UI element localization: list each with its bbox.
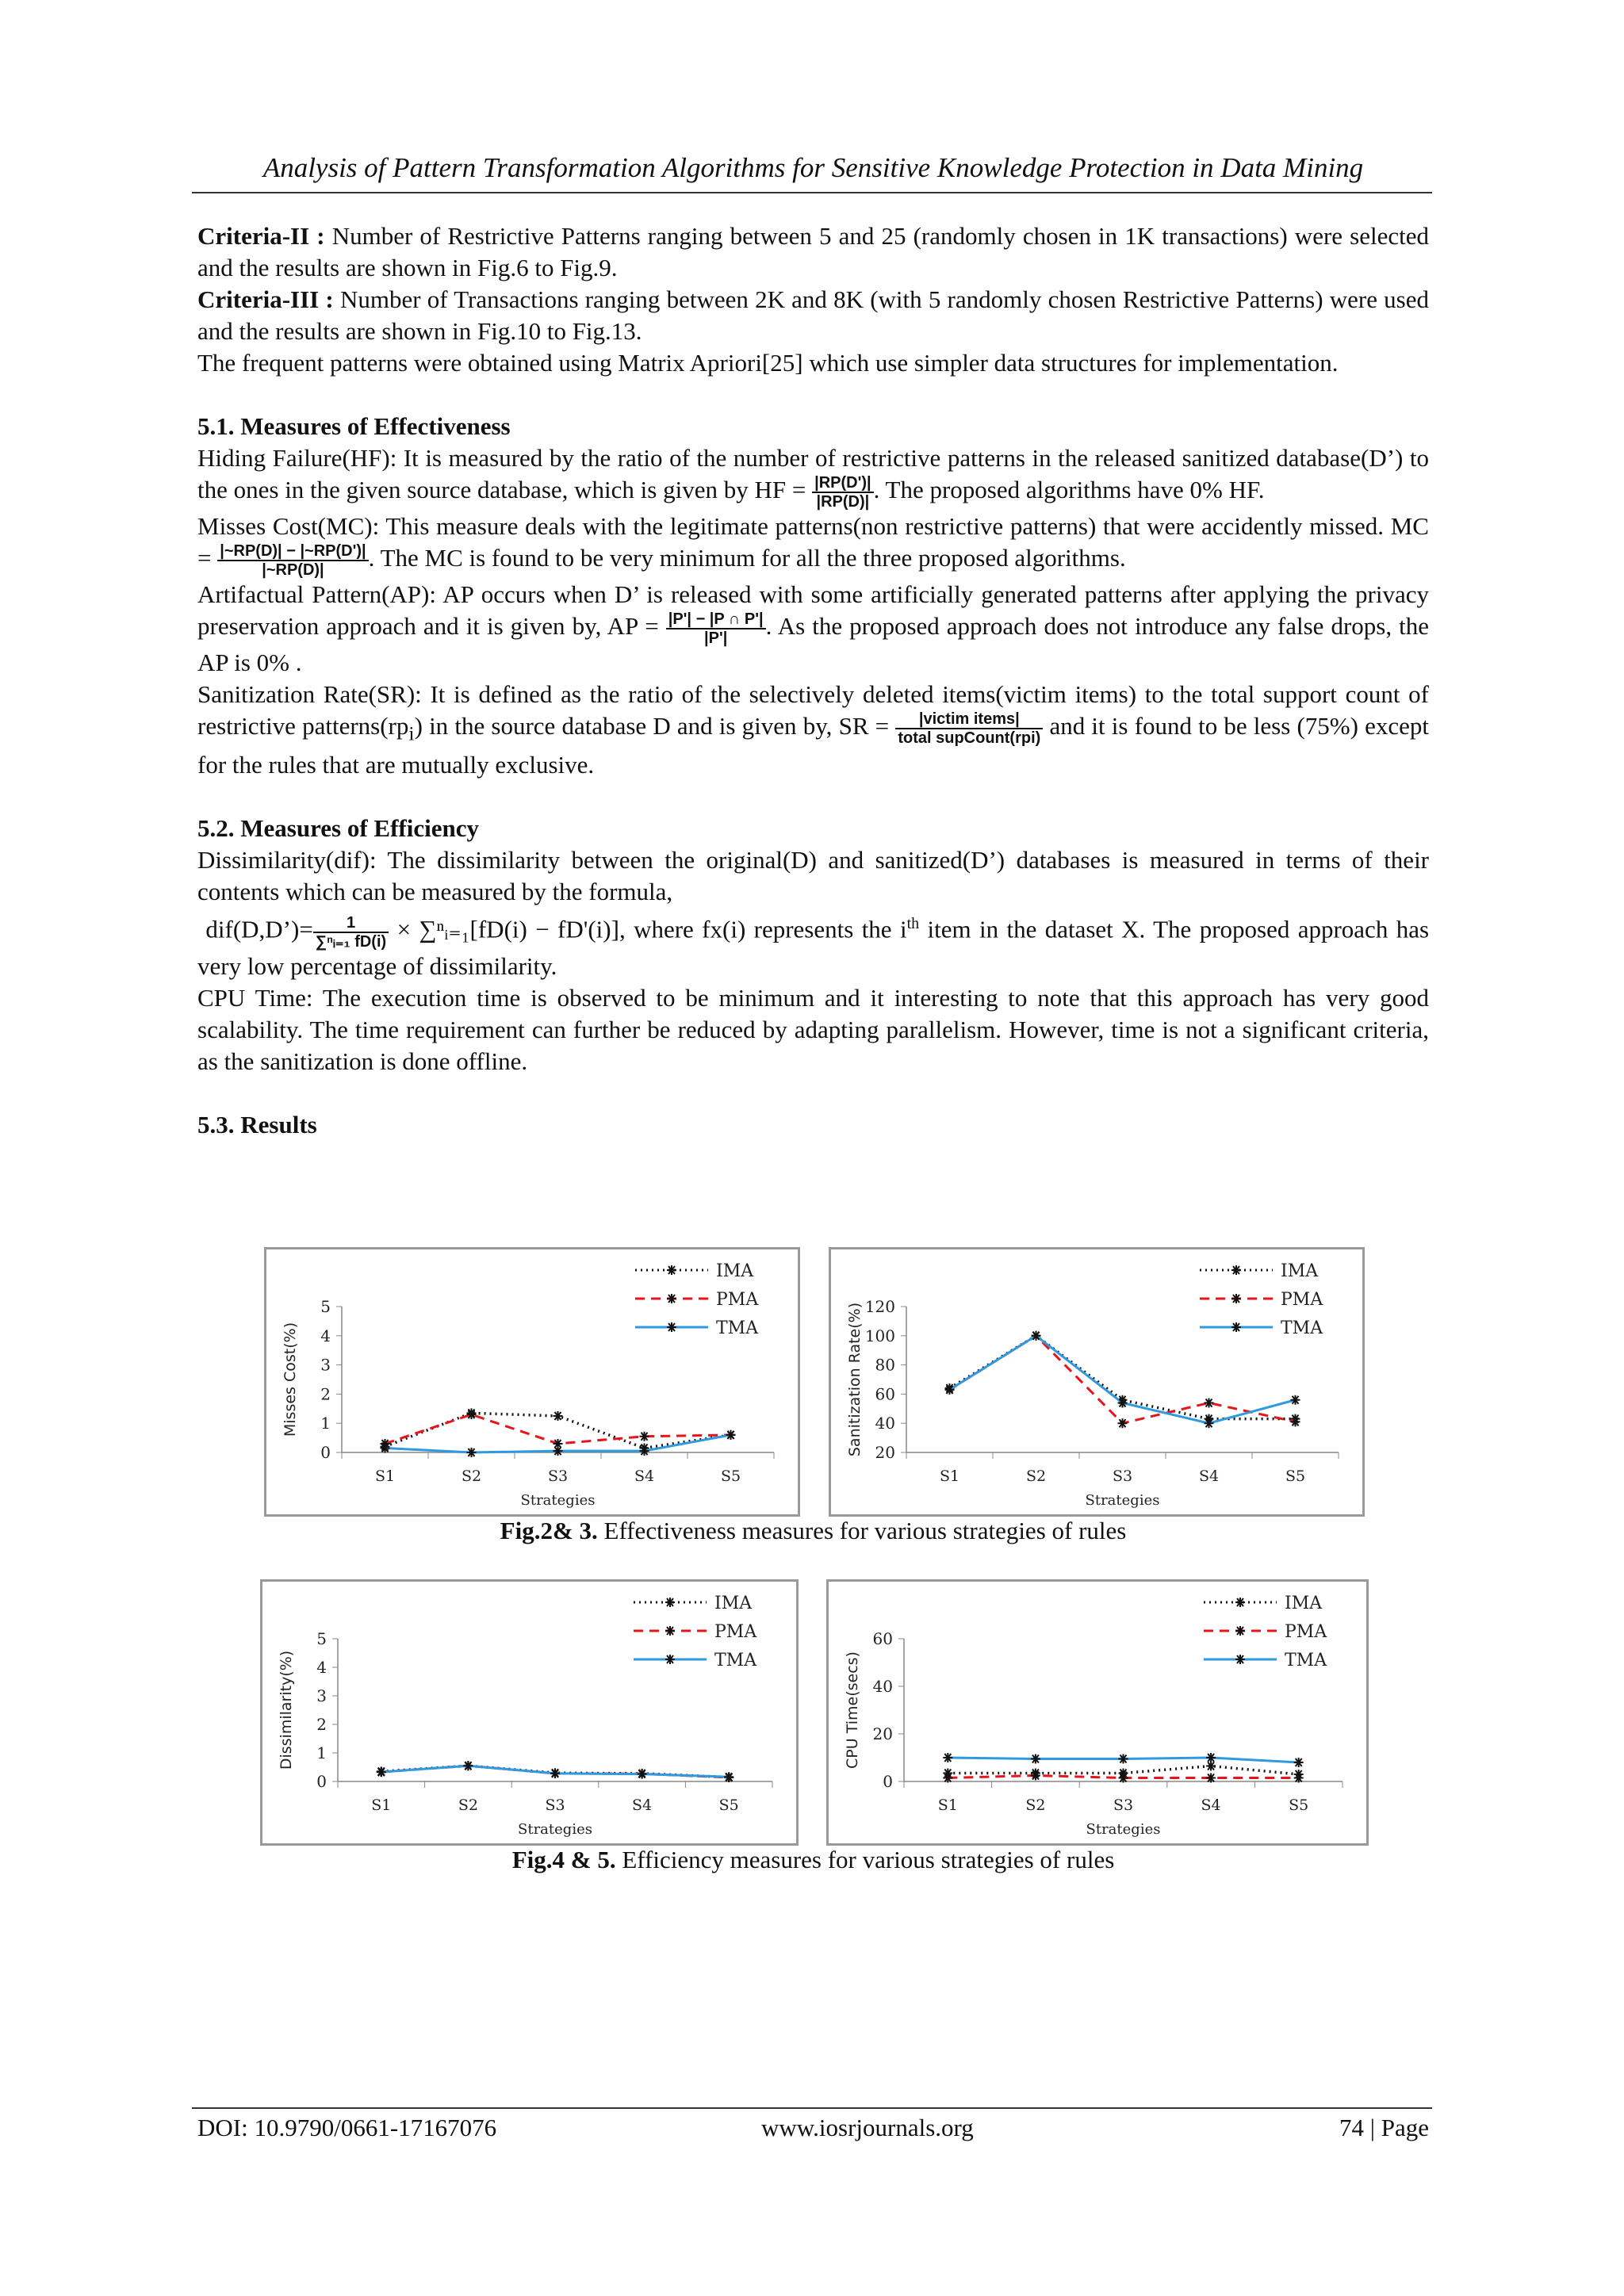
data-point-tma <box>1291 1395 1300 1405</box>
data-point-tma <box>943 1753 952 1762</box>
data-point-tma <box>1119 1755 1128 1764</box>
ap-para <box>197 579 1429 679</box>
mc-text: Misses Cost(MC): This measure deals with the legitimate patterns(non restrictive patterns) that were accidently missed. MC = <box>197 512 1429 572</box>
sr-den: total supCount(rpi) <box>898 729 1041 747</box>
x-tick-label: S1 <box>374 1468 396 1485</box>
footer-website[interactable]: www.iosrjournals.org <box>761 2114 974 2141</box>
legend-marker-icon <box>667 1294 676 1303</box>
criteria-2 <box>197 220 1429 284</box>
y-axis-label: Sanitization Rate(%) <box>846 1302 864 1457</box>
sr-para <box>197 679 1429 781</box>
ap-text-end: . As the proposed approach does not introduce any false drops, the AP is 0% . <box>197 612 1429 676</box>
legend-marker-icon <box>1235 1598 1245 1607</box>
y-tick-label: 20 <box>872 1724 893 1743</box>
y-tick-label: 5 <box>320 1297 331 1316</box>
chart-cpu-time <box>826 1579 1369 1846</box>
legend-marker-icon <box>1231 1294 1241 1303</box>
data-point-pma <box>1118 1418 1128 1428</box>
dif-para: Dissimilarity(dif): The dissimilarity between the original(D) and sanitized(D’) databases is measured in terms of their contents which can be measured by the formula, <box>197 846 1429 906</box>
x-tick-label: S2 <box>461 1468 482 1485</box>
legend-label-pma: PMA <box>716 1290 759 1310</box>
x-tick-label: S4 <box>632 1797 653 1814</box>
mc-text-end: . The MC is found to be very minimum for all the three proposed algorithms. <box>368 544 1126 572</box>
dif-sum: × ∑ⁿᵢ₌₁[fD(i) − fD'(i)] <box>389 915 619 943</box>
y-tick-label: 40 <box>872 1677 893 1696</box>
data-point-pma <box>1206 1774 1216 1783</box>
y-tick-label: 100 <box>864 1326 895 1345</box>
legend-marker-icon <box>665 1655 675 1664</box>
data-point-tma <box>724 1772 733 1781</box>
data-point-tma <box>638 1770 647 1779</box>
sr-sub: i <box>408 721 415 745</box>
legend-marker-icon <box>667 1265 676 1275</box>
data-point-tma <box>1205 1418 1214 1428</box>
dif-text: , where fx(i) represents the i <box>619 915 907 943</box>
x-tick-label: S5 <box>718 1797 739 1814</box>
data-point-pma <box>943 1774 952 1783</box>
y-tick-label: 1 <box>320 1414 331 1433</box>
dif-sup: th <box>906 915 920 933</box>
dif-num: 1 <box>313 914 389 933</box>
data-point-pma <box>1291 1417 1300 1426</box>
y-tick-label: 20 <box>875 1443 895 1462</box>
x-tick-label: S3 <box>1112 1468 1133 1485</box>
legend-label-pma: PMA <box>1281 1290 1323 1310</box>
data-point-tma <box>1031 1755 1040 1764</box>
y-tick-label: 3 <box>320 1355 331 1375</box>
sr-num: |victim items| <box>895 710 1043 729</box>
y-axis-label: Dissimilarity(%) <box>278 1650 295 1770</box>
mc-formula <box>217 542 368 579</box>
legend-label-ima: IMA <box>714 1594 753 1613</box>
y-tick-label: 2 <box>320 1384 331 1404</box>
x-tick-label: S2 <box>1025 1468 1047 1485</box>
criteria-2-text: Number of Restrictive Patterns ranging between 5 and 25 (randomly chosen in 1K transactions) were selected and the results are shown in Fig.6 to Fig.9. <box>197 222 1429 281</box>
legend-label-pma: PMA <box>1285 1622 1327 1642</box>
x-tick-label: S4 <box>1201 1797 1221 1814</box>
section-5-3-heading: 5.3. Results <box>197 1110 317 1138</box>
footer-page-number: 74 | Page <box>1339 2114 1429 2141</box>
x-tick-label: S3 <box>545 1797 565 1814</box>
legend-marker-icon <box>667 1322 676 1332</box>
chart-sanitization-rate <box>829 1247 1365 1517</box>
data-point-ima <box>1206 1762 1216 1771</box>
ap-formula <box>666 610 766 647</box>
data-point-tma <box>467 1448 477 1457</box>
hf-text-end: . The proposed algorithms have 0% HF. <box>873 476 1265 504</box>
x-tick-label: S3 <box>1113 1797 1134 1814</box>
data-point-tma <box>1032 1331 1041 1341</box>
y-tick-label: 60 <box>872 1629 893 1648</box>
x-tick-label: S4 <box>634 1468 655 1485</box>
data-point-pma <box>467 1410 477 1419</box>
y-tick-label: 0 <box>320 1443 331 1462</box>
mc-num: |~RP(D)| − |~RP(D')| <box>217 542 368 561</box>
criteria-3 <box>197 284 1429 347</box>
cpu-para: CPU Time: The execution time is observed to be minimum and it interesting to note that this approach has very good scalability. The time requirement can further be reduced by adapting parallelism. However, time is not a significant criteria, as the sanitization is done offline. <box>197 983 1429 1075</box>
y-tick-label: 60 <box>875 1384 895 1404</box>
sr-text-mid: ) in the source database D and is given by, SR = <box>414 712 896 740</box>
x-axis-label: Strategies <box>1085 1492 1160 1509</box>
sr-text: Sanitization Rate(SR): It is defined as the ratio of the selectively deleted items(victim items) to the total support count of restrictive patterns(rp <box>197 680 1429 740</box>
criteria-3-text: Number of Transactions ranging between 2K and 8K (with 5 randomly chosen Restrictive Patterns) were used and the results are shown in Fig.10 to Fig.13. <box>197 285 1429 345</box>
hf-formula <box>812 474 874 511</box>
legend-label-tma: TMA <box>1281 1318 1323 1338</box>
hf-den: |RP(D)| <box>816 493 870 511</box>
data-point-tma <box>1206 1753 1216 1762</box>
sr-formula <box>895 710 1043 747</box>
y-tick-label: 40 <box>875 1414 895 1433</box>
footer-rule <box>192 2107 1432 2109</box>
dif-lhs: dif(D,D’)= <box>205 915 313 943</box>
sr-text-end: and it is found to be less (75%) except for the rules that are mutually exclusive. <box>197 712 1430 779</box>
y-axis-label: Misses Cost(%) <box>282 1322 299 1437</box>
legend-label-tma: TMA <box>714 1651 757 1670</box>
legend-marker-icon <box>1231 1265 1241 1275</box>
x-tick-label: S2 <box>458 1797 478 1814</box>
caption-text: Effectiveness measures for various strategies of rules <box>597 1517 1127 1544</box>
legend-label-tma: TMA <box>1285 1651 1327 1670</box>
legend-marker-icon <box>665 1626 675 1636</box>
y-tick-label: 5 <box>316 1629 327 1648</box>
criteria-2-label: Criteria-II : <box>197 222 325 250</box>
caption-label: Fig.2& 3. <box>500 1517 598 1544</box>
y-tick-label: 0 <box>883 1772 893 1791</box>
caption-label: Fig.4 & 5. <box>511 1846 616 1873</box>
x-tick-label: S5 <box>1285 1468 1306 1485</box>
legend-marker-icon <box>665 1598 675 1607</box>
x-tick-label: S2 <box>1025 1797 1046 1814</box>
dif-text-end: item in the dataset X. The proposed approach has very low percentage of dissimilarity. <box>197 915 1430 980</box>
section-5-2-heading: 5.2. Measures of Efficiency <box>197 814 479 843</box>
x-tick-label: S3 <box>547 1468 569 1485</box>
dif-formula <box>313 914 389 951</box>
data-point-tma <box>1118 1398 1128 1407</box>
y-axis-label: CPU Time(secs) <box>844 1651 861 1769</box>
hf-num: |RP(D')| <box>812 474 874 493</box>
body-text <box>197 220 1429 1141</box>
hf-text: Hiding Failure(HF): It is measured by the ratio of the number of restrictive patterns in the released sanitized database(D’) to the ones in the given source database, which is given by HF = <box>197 444 1429 504</box>
series-line-pma <box>950 1336 1296 1423</box>
mc-den: |~RP(D)| <box>262 561 324 579</box>
y-tick-label: 2 <box>316 1715 327 1734</box>
legend-label-ima: IMA <box>1285 1594 1323 1613</box>
running-header: Analysis of Pattern Transformation Algorithms for Sensitive Knowledge Protection in Data Mining <box>262 152 1364 183</box>
data-point-pma <box>1031 1771 1040 1781</box>
data-point-tma <box>726 1430 736 1440</box>
chart-dissimilarity <box>260 1579 799 1846</box>
legend-marker-icon <box>1235 1655 1245 1664</box>
data-point-tma <box>1294 1758 1304 1767</box>
data-point-tma <box>553 1446 563 1456</box>
data-point-tma <box>381 1443 390 1452</box>
hf-para <box>197 442 1429 511</box>
frequent-patterns-para: The frequent patterns were obtained using Matrix Apriori[25] which use simpler data structures for implementation. <box>197 349 1339 377</box>
x-axis-label: Strategies <box>1086 1821 1161 1838</box>
data-point-pma <box>1294 1774 1304 1783</box>
data-point-pma <box>640 1432 649 1441</box>
chart-misses-cost <box>264 1247 800 1517</box>
x-tick-label: S5 <box>1289 1797 1309 1814</box>
dif-den: ∑ⁿᵢ₌₁ fD(i) <box>315 932 387 951</box>
header-rule <box>192 192 1432 193</box>
ap-den: |P'| <box>704 629 728 647</box>
x-tick-label: S1 <box>939 1468 960 1485</box>
y-tick-label: 3 <box>316 1686 327 1705</box>
data-point-tma <box>377 1767 386 1777</box>
legend-label-ima: IMA <box>1281 1261 1319 1281</box>
data-point-tma <box>463 1761 473 1770</box>
legend-label-tma: TMA <box>716 1318 759 1338</box>
fig-4-5-caption <box>197 1846 1429 1874</box>
data-point-tma <box>640 1446 649 1456</box>
x-tick-label: S5 <box>720 1468 741 1485</box>
ap-text: Artifactual Pattern(AP): AP occurs when D’ is released with some artificially generated patterns after applying the privacy preservation approach and it is given by, AP = <box>197 580 1429 641</box>
section-5-1-heading: 5.1. Measures of Effectiveness <box>197 412 511 440</box>
y-tick-label: 80 <box>875 1355 895 1375</box>
legend-label-ima: IMA <box>716 1261 754 1281</box>
y-tick-label: 4 <box>316 1658 327 1677</box>
footer-doi: DOI: 10.9790/0661-17167076 <box>197 2114 497 2141</box>
fig-2-3-caption <box>197 1517 1429 1545</box>
ap-num: |P'| − |P ∩ P'| <box>666 610 766 629</box>
criteria-3-label: Criteria-III : <box>197 285 334 313</box>
y-tick-label: 0 <box>316 1772 327 1791</box>
mc-para <box>197 511 1429 579</box>
y-tick-label: 120 <box>864 1297 895 1316</box>
data-point-pma <box>1205 1398 1214 1407</box>
legend-label-pma: PMA <box>714 1622 757 1642</box>
data-point-ima <box>553 1411 563 1421</box>
x-tick-label: S1 <box>371 1797 392 1814</box>
data-point-tma <box>945 1385 955 1395</box>
dif-formula-para <box>197 908 1429 982</box>
y-tick-label: 4 <box>320 1326 331 1345</box>
x-tick-label: S4 <box>1198 1468 1220 1485</box>
y-tick-label: 1 <box>316 1743 327 1762</box>
legend-marker-icon <box>1231 1322 1241 1332</box>
data-point-pma <box>1119 1774 1128 1783</box>
data-point-tma <box>550 1769 560 1778</box>
x-axis-label: Strategies <box>518 1821 592 1838</box>
legend-marker-icon <box>1235 1626 1245 1636</box>
x-axis-label: Strategies <box>520 1492 596 1509</box>
caption-text: Efficiency measures for various strategies of rules <box>615 1846 1115 1873</box>
x-tick-label: S1 <box>937 1797 958 1814</box>
